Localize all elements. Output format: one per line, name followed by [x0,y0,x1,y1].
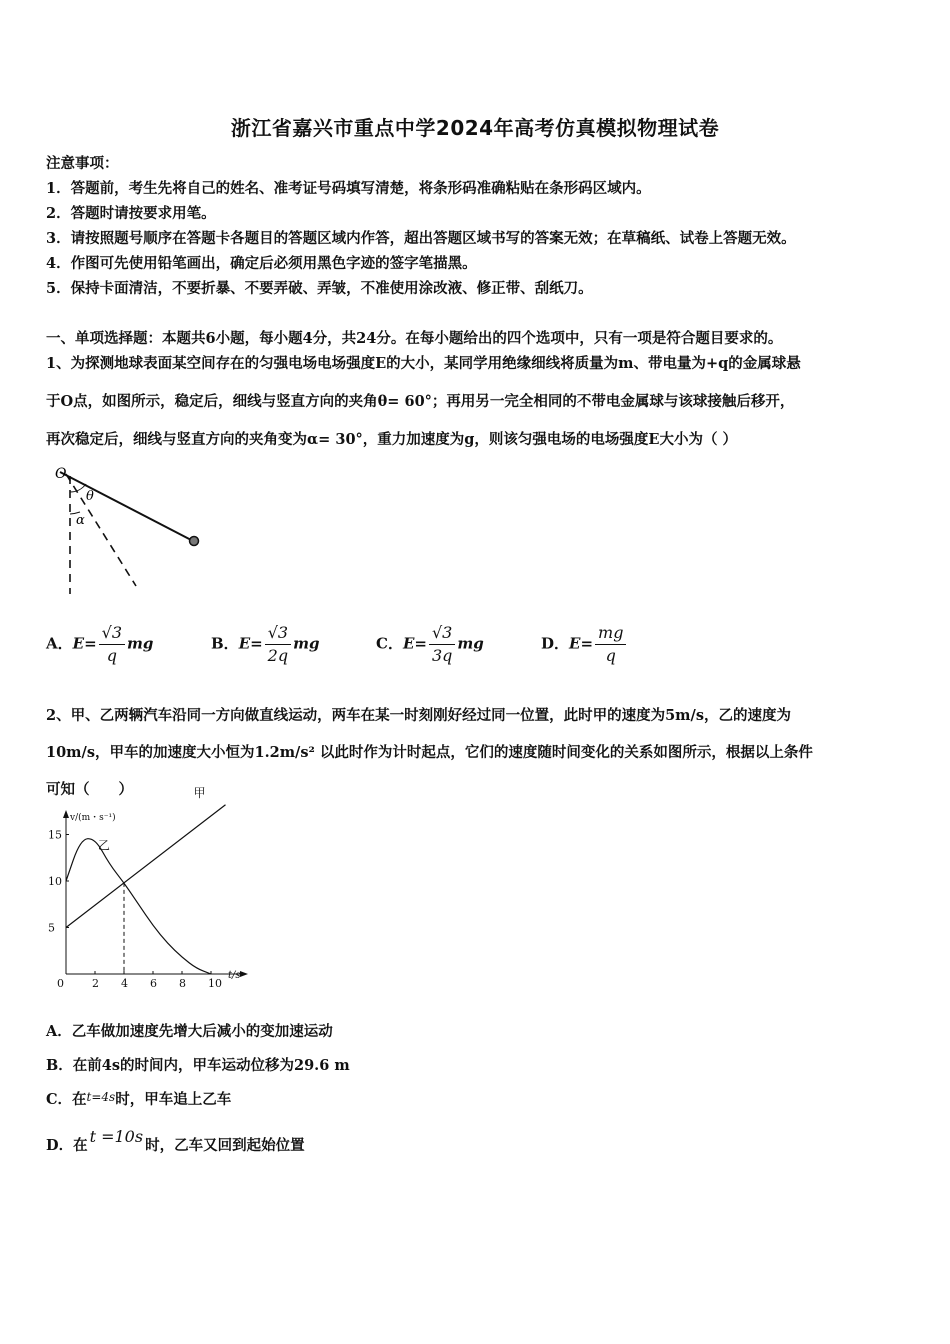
label-theta: θ [86,489,94,504]
fraction-numerator: √3 [265,622,291,645]
thread-line [60,472,195,542]
metal-ball [190,537,199,546]
fraction-denominator: q [106,646,117,665]
option-b[interactable] [211,622,319,667]
fraction-denominator: 3q [431,646,453,665]
option-math: t =10s [89,1127,144,1146]
option-prefix: D．在 [46,1137,88,1154]
notice-item: 5．保持卡面清洁，不要折暴、不要弄破、弄皱，不准使用涂改液、修正带、刮纸刀。 [46,280,593,297]
x-tick-label: 2 [92,977,99,990]
option-b[interactable]: B．在前4s的时间内，甲车运动位移为29.6 m [46,1057,350,1074]
option-d[interactable] [541,622,628,667]
question-2-line: 10m/s，甲车的加速度大小恒为1.2m/s² 以此时作为计时起点，它们的速度随时间变化的关系如图所示，根据以上条件 [46,744,813,761]
option-lhs: E= [402,634,427,653]
option-math: t=4s [86,1090,116,1104]
option-suffix: 时，乙车又回到起始位置 [145,1137,305,1154]
option-prefix: C．在 [46,1091,87,1108]
notice-item: 2．答题时请按要求用笔。 [46,205,216,222]
y-tick-label: 5 [48,921,55,935]
x-tick-label: 8 [179,977,186,990]
y-tick-label: 10 [48,875,62,888]
label-o: O [55,466,67,482]
notice-item: 1．答题前，考生先将自己的姓名、准考证号码填写清楚，将条形码准确粘贴在条形码区域内。 [46,180,651,197]
question-1-line: 1、为探测地球表面某空间存在的匀强电场电场强度E的大小，某同学用绝缘细线将质量为m、带电量为+q的金属球悬 [46,355,801,372]
fraction-numerator: mg [595,622,626,645]
fraction-numerator: √3 [429,622,455,645]
notice-item: 3．请按照题号顺序在答题卡各题目的答题区域内作答，超出答题区域书写的答案无效；在草稿纸、试卷上答题无效。 [46,230,796,247]
option-letter: C． [376,634,403,653]
notice-item: 4．作图可先使用铅笔画出，确定后必须用黑色字迹的签字笔描黑。 [46,255,477,272]
option-c[interactable] [376,622,484,667]
fraction [595,622,626,667]
option-letter: B． [211,634,239,653]
option-tail: mg [127,634,154,653]
series-label-jia: 甲 [193,785,206,800]
x-tick-label: 0 [57,977,64,990]
option-suffix: 时，甲车追上乙车 [115,1091,232,1108]
option-d[interactable] [46,1127,305,1155]
option-tail: mg [293,634,320,653]
fraction [429,622,455,667]
option-lhs: E= [569,634,594,653]
fraction [99,622,125,667]
option-a[interactable]: A．乙车做加速度先增大后减小的变加速运动 [46,1023,333,1040]
section-heading: 一、单项选择题：本题共6小题，每小题4分，共24分。在每小题给出的四个选项中，只有一项是符合题目要求的。 [46,330,783,347]
notice-heading: 注意事项： [46,155,119,172]
fraction [265,622,291,667]
series-line-yi [66,839,211,974]
option-tail: mg [457,634,484,653]
pendulum-figure [50,462,220,602]
series-line-jia [66,805,226,928]
y-tick-label: 15 [48,828,62,842]
fraction-numerator: √3 [99,622,125,645]
x-axis-arrow [240,971,248,977]
question-1-line: 于O点，如图所示，稳定后，细线与竖直方向的夹角θ= 60°；再用另一完全相同的不带电金属球与该球接触后移开， [46,393,795,410]
page-title: 浙江省嘉兴市重点中学2024年高考仿真模拟物理试卷 [230,116,720,140]
fraction-denominator: q [605,646,616,665]
series-label-yi: 乙 [97,838,110,853]
fraction-denominator: 2q [267,646,289,665]
option-lhs: E= [72,634,97,653]
x-tick-label: 6 [150,977,157,990]
x-axis-label: t/s [228,970,241,981]
option-c[interactable] [46,1088,231,1109]
y-axis-arrow [63,810,69,818]
y-axis-label: v/(m・s⁻¹) [70,813,116,823]
x-tick-label: 4 [121,977,128,990]
option-letter: A． [46,634,73,653]
option-lhs: E= [238,634,263,653]
question-2-line: 2、甲、乙两辆汽车沿同一方向做直线运动，两车在某一时刻刚好经过同一位置，此时甲的速度为5m/s，乙的速度为 [46,707,791,724]
label-alpha: α [76,513,85,528]
question-1-line: 再次稳定后，细线与竖直方向的夹角变为α= 30°，重力加速度为g，则该匀强电场的电场强度E大小为（ ） [46,431,738,448]
option-a[interactable] [46,622,153,667]
question-2-line: 可知（ ） [46,781,133,798]
x-tick-label: 10 [208,977,222,990]
option-letter: D． [541,634,570,653]
